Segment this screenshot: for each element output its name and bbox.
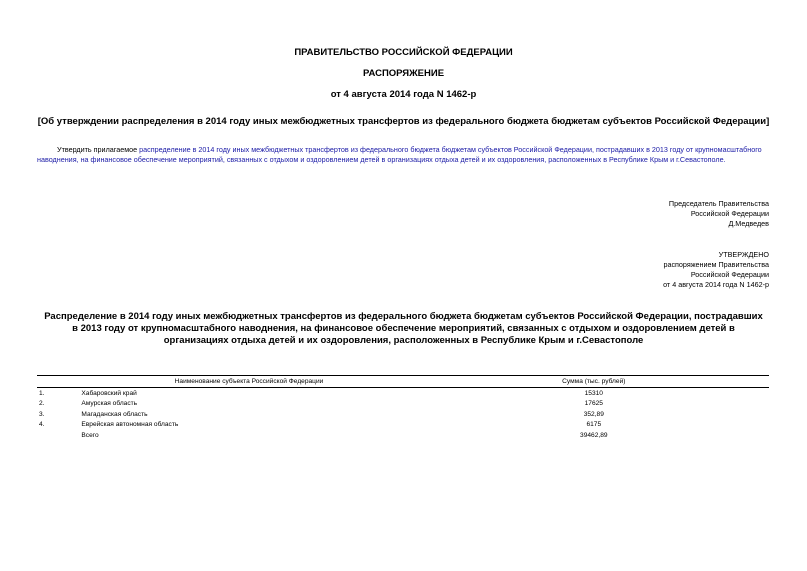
row-sum: 17625 <box>584 400 603 408</box>
row-region: Хабаровский край <box>81 389 137 397</box>
column-header-region: Наименование субъекта Российской Федерации <box>79 376 418 388</box>
row-number <box>37 430 79 441</box>
approval-block <box>500 250 769 290</box>
column-header-number <box>37 376 79 388</box>
table-total-row <box>37 430 769 441</box>
row-sum: 39462,89 <box>580 431 608 439</box>
row-number: 1. <box>39 389 45 397</box>
row-number: 3. <box>39 410 45 418</box>
signature-name: Д.Медведев <box>728 219 769 228</box>
row-sum: 352,89 <box>583 410 604 418</box>
org-heading: ПРАВИТЕЛЬСТВО РОССИЙСКОЙ ФЕДЕРАЦИИ <box>294 47 513 58</box>
doc-type-heading: РАСПОРЯЖЕНИЕ <box>362 68 445 79</box>
signature-block <box>500 199 769 229</box>
row-number: 4. <box>39 421 45 429</box>
approval-line: распоряжением Правительства <box>663 260 769 269</box>
row-sum: 6175 <box>586 421 602 429</box>
doc-title: [Об утверждении распределения в 2014 году иных межбюджетных трансфертов из федерального бюджета бюджетам субъектов Российской Федерации] <box>37 116 770 127</box>
signature-line: Российской Федерации <box>690 209 769 218</box>
row-sum: 15310 <box>584 389 603 397</box>
approval-line: УТВЕРЖДЕНО <box>718 250 769 259</box>
column-header-sum: Сумма (тыс. рублей) <box>419 376 769 388</box>
intro-paragraph <box>37 145 772 165</box>
annex-title: Распределение в 2014 году иных межбюджетных трансфертов из федерального бюджета бюджетам субъектов Российской Федерации, пострадавших в 2013 году от крупномасштабного наводнения, на финансовое обеспечение мероприятий, связанных с отдыхом и оздоровлением детей в организациях отдыха детей и их оздоровления, расположенных в Республике Крым и г.Севастополе <box>44 311 763 346</box>
row-number: 2. <box>39 400 45 408</box>
row-region: Всего <box>81 431 99 439</box>
table-row <box>37 420 769 431</box>
table-row <box>37 388 769 399</box>
approval-line: Российской Федерации <box>690 270 769 279</box>
table-row <box>37 409 769 420</box>
row-region: Магаданская область <box>81 410 148 418</box>
intro-word: Утвердить прилагаемое <box>57 145 138 154</box>
distribution-table <box>37 375 769 441</box>
doc-date-number: от 4 августа 2014 года N 1462-р <box>330 89 477 100</box>
signature-line: Председатель Правительства <box>668 199 769 208</box>
table-row <box>37 399 769 410</box>
table-header-row <box>37 376 769 388</box>
distribution-link[interactable]: распределение в 2014 году иных межбюджетных трансфертов из федерального бюджета бюджетам субъектов Российской Федерации, пострадавших в 2013 году от крупномасштабного наводнения, на финансовое обеспечение мероприятий, связанных с отдыхом и оздоровлением детей в организациях отдыха детей и их оздоровления, расположенных в Республике Крым и г.Севастополе. <box>37 145 762 164</box>
row-region: Амурская область <box>81 400 138 408</box>
approval-line: от 4 августа 2014 года N 1462-р <box>663 280 769 289</box>
row-region: Еврейская автономная область <box>81 421 179 429</box>
